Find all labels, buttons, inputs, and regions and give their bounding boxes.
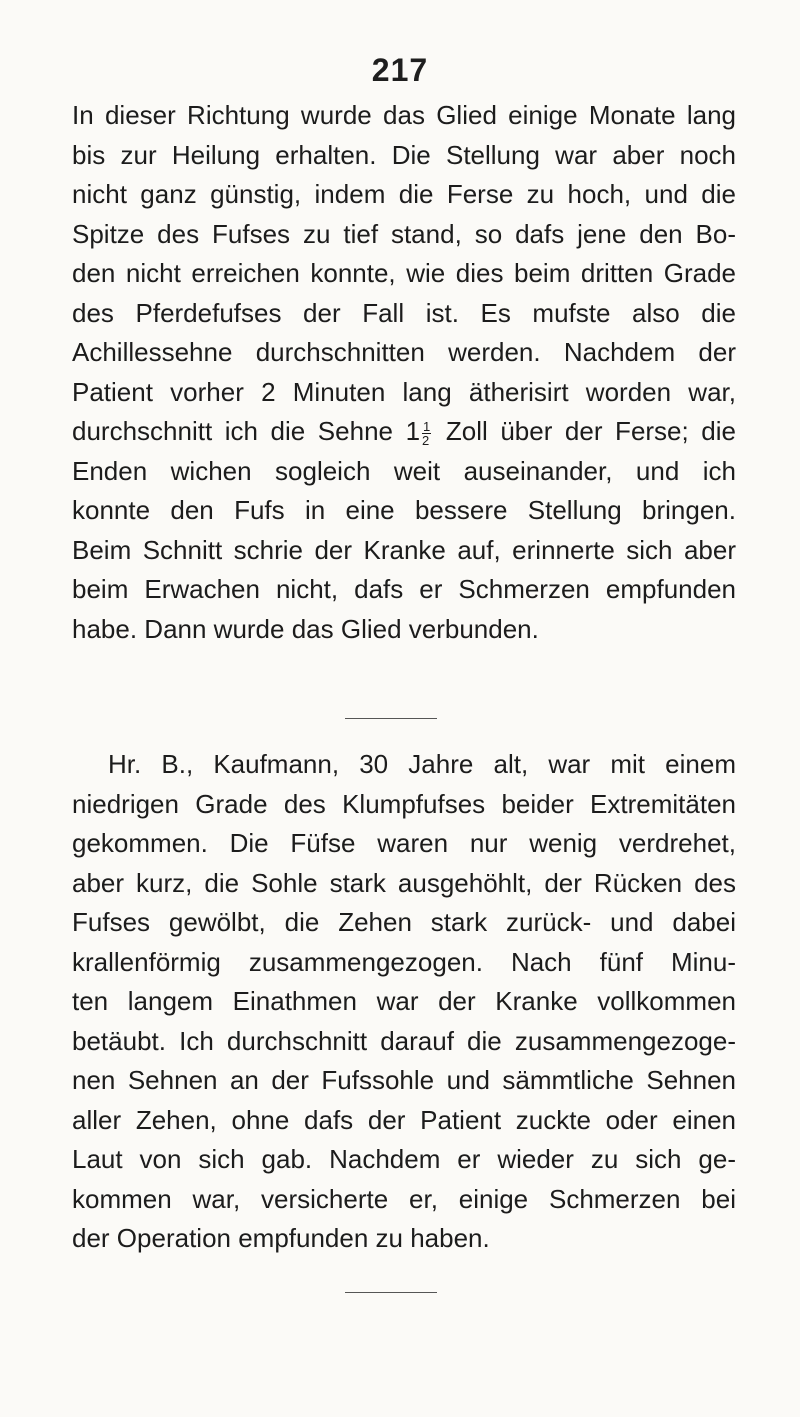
text-line: gekommen. Die Füfse waren nur wenig verdrehet, <box>72 828 736 858</box>
text-line: aber kurz, die Sohle stark ausgehöhlt, der Rücken des <box>72 867 736 898</box>
text-line-with-fraction <box>72 412 736 452</box>
section-divider <box>345 718 437 719</box>
fraction-whole: 1 <box>405 416 421 446</box>
text-line: beim Erwachen nicht, dafs er Schmerzen empfunden <box>72 574 736 604</box>
text-line: In dieser Richtung wurde das Glied einige Monate lang <box>72 100 736 130</box>
text-line: Fufses gewölbt, die Zehen stark zurück- und dabei <box>72 907 736 937</box>
text-line: Achillessehne durchschnitten werden. Nachdem der <box>72 337 736 367</box>
text-line: niedrigen Grade des Klumpfufses beider Extremitäten <box>72 788 736 819</box>
section-divider <box>345 1292 437 1293</box>
text-line: habe. Dann wurde das Glied verbunden. <box>72 613 539 644</box>
text-line: betäubt. Ich durchschnitt darauf die zusammengezoge- <box>72 1025 736 1056</box>
text-line: ten langem Einathmen war der Kranke vollkommen <box>72 986 736 1016</box>
text-line: bis zur Heilung erhalten. Die Stellung war aber noch <box>72 139 736 170</box>
text-line: Enden wichen sogleich weit auseinander, und ich <box>72 455 736 486</box>
text-segment: Zoll über der Ferse; die <box>445 416 737 446</box>
text-line: Spitze des Fufses zu tief stand, so dafs jene den Bo- <box>72 218 736 249</box>
text-segment: durchschnitt ich die Sehne <box>72 416 393 446</box>
text-line: krallenförmig zusammengezogen. Nach fünf Minu- <box>72 946 736 977</box>
text-line: Patient vorher 2 Minuten lang ätherisirt worden war, <box>72 376 736 407</box>
text-line: Beim Schnitt schrie der Kranke auf, erinnerte sich aber <box>72 534 736 565</box>
fraction-denominator: 2 <box>422 432 430 448</box>
text-line: nen Sehnen an der Fufssohle und sämmtliche Sehnen <box>72 1065 736 1095</box>
text-line: kommen war, versicherte er, einige Schmerzen bei <box>72 1183 736 1214</box>
fraction-numerator: 1 <box>423 418 431 434</box>
page-number: 217 <box>371 52 429 88</box>
text-line: Laut von sich gab. Nachdem er wieder zu sich ge- <box>72 1144 736 1174</box>
mixed-fraction <box>406 416 434 446</box>
text-line: nicht ganz günstig, indem die Ferse zu hoch, und die <box>72 179 736 209</box>
text-line: des Pferdefufses der Fall ist. Es mufste also die <box>72 297 736 328</box>
paragraph-2 <box>72 745 736 1259</box>
text-line: den nicht erreichen konnte, wie dies beim dritten Grade <box>72 258 736 288</box>
text-line: aller Zehen, ohne dafs der Patient zuckte oder einen <box>72 1104 736 1135</box>
fraction <box>422 420 431 447</box>
text-line: Hr. B., Kaufmann, 30 Jahre alt, war mit einem <box>108 749 736 779</box>
paragraph-1 <box>72 96 736 649</box>
text-line: konnte den Fufs in eine bessere Stellung bringen. <box>72 495 736 525</box>
text-line: der Operation empfunden zu haben. <box>72 1223 490 1253</box>
